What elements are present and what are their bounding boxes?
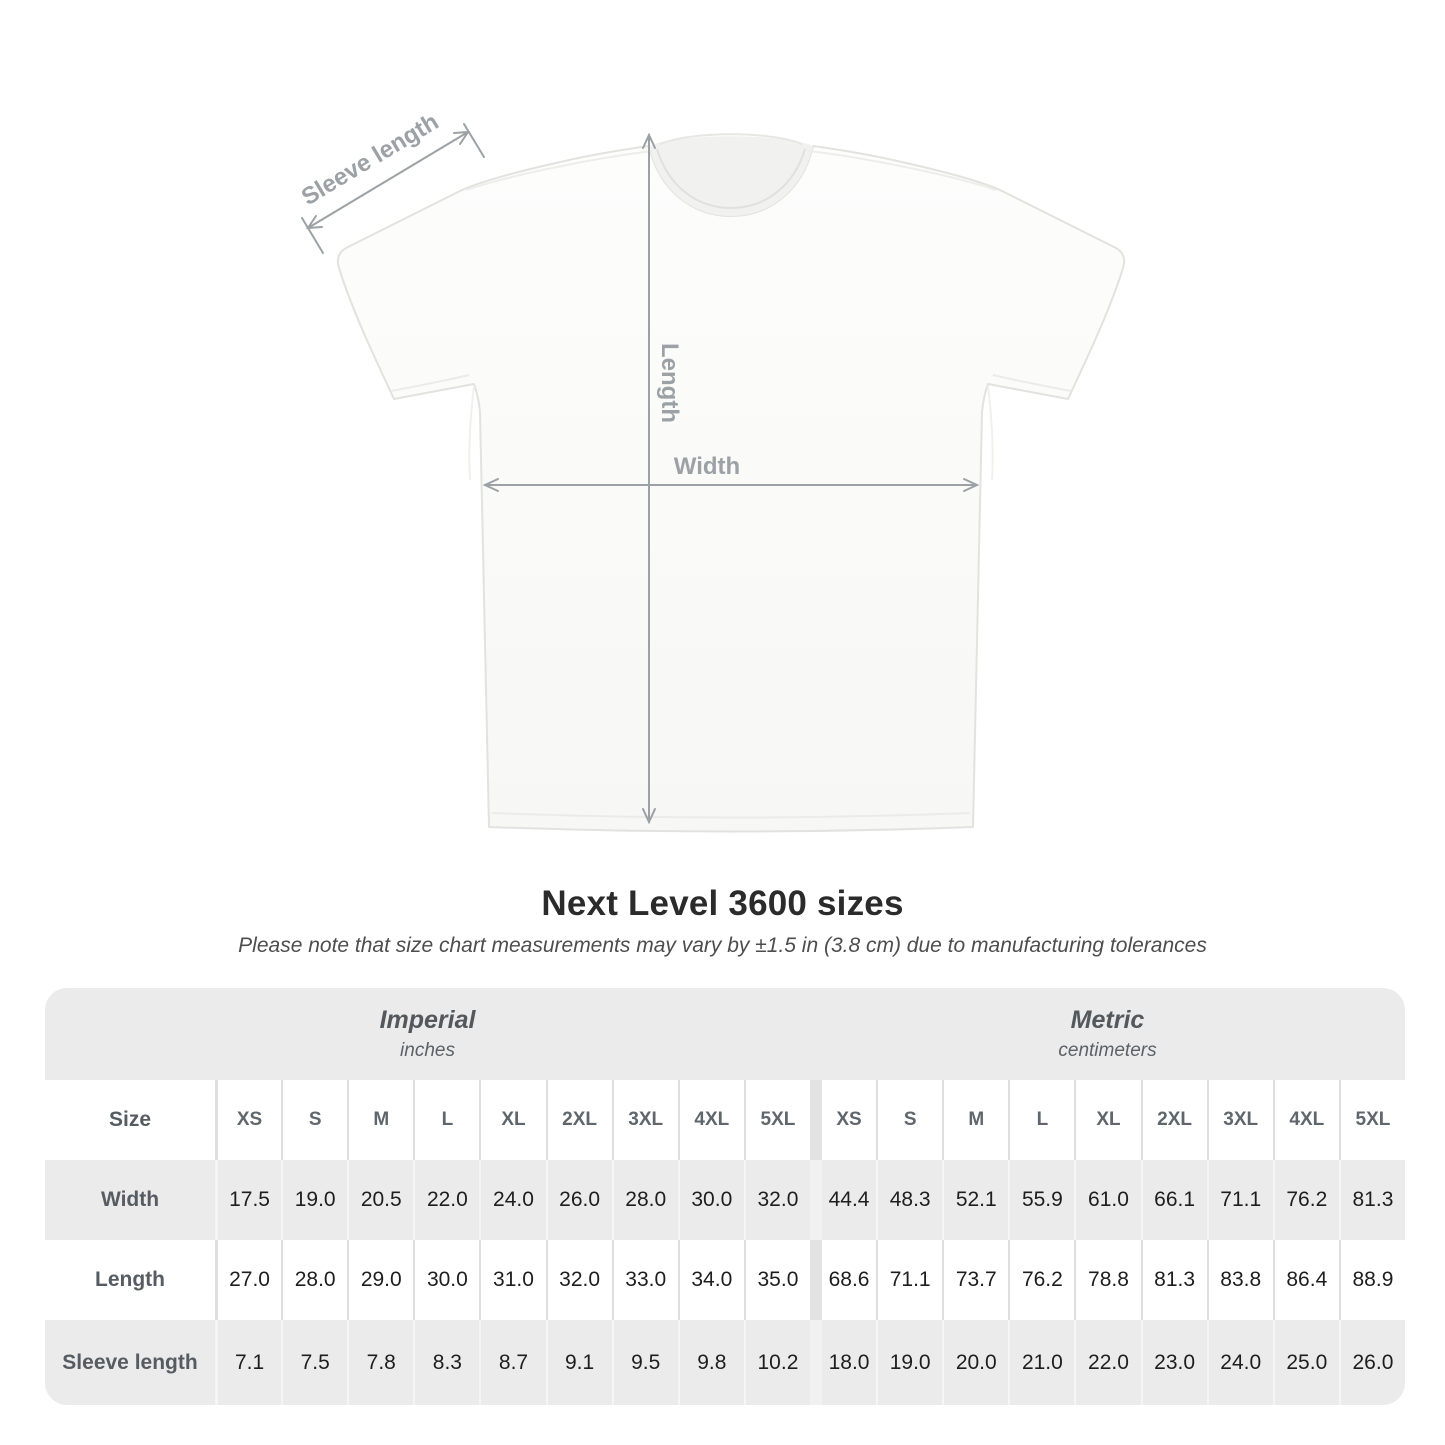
col-header-metric-m: M <box>942 1080 1008 1160</box>
col-header-metric-xl: XL <box>1074 1080 1140 1160</box>
col-header-metric-l: L <box>1008 1080 1074 1160</box>
cell-width-imperial-m: 20.5 <box>347 1160 413 1240</box>
cell-width-imperial-3xl: 28.0 <box>612 1160 678 1240</box>
col-header-imperial-xs: XS <box>215 1080 281 1160</box>
cell-width-imperial-5xl: 32.0 <box>744 1160 810 1240</box>
row-label-sleeve-length: Sleeve length <box>45 1320 215 1405</box>
tshirt-graphic <box>338 134 1124 831</box>
imperial-title: Imperial <box>379 1006 476 1034</box>
cell-width-imperial-xl: 24.0 <box>479 1160 545 1240</box>
col-header-metric-5xl: 5XL <box>1339 1080 1405 1160</box>
size-row-header: Size <box>45 1080 215 1160</box>
cell-length-metric-xs: 68.6 <box>810 1240 876 1320</box>
cell-width-imperial-2xl: 26.0 <box>546 1160 612 1240</box>
cell-width-metric-s: 48.3 <box>876 1160 942 1240</box>
row-label-width: Width <box>45 1160 215 1240</box>
metric-unit: centimeters <box>1058 1040 1157 1061</box>
cell-sleeve-length-metric-xs: 18.0 <box>810 1320 876 1405</box>
col-header-metric-xs: XS <box>810 1080 876 1160</box>
cell-sleeve-length-imperial-xl: 8.7 <box>479 1320 545 1405</box>
cell-width-metric-5xl: 81.3 <box>1339 1160 1405 1240</box>
cell-sleeve-length-imperial-3xl: 9.5 <box>612 1320 678 1405</box>
sleeve-length-label: Sleeve length <box>296 108 444 211</box>
cell-sleeve-length-imperial-2xl: 9.1 <box>546 1320 612 1405</box>
cell-length-metric-m: 73.7 <box>942 1240 1008 1320</box>
cell-length-imperial-l: 30.0 <box>413 1240 479 1320</box>
cell-length-metric-5xl: 88.9 <box>1339 1240 1405 1320</box>
cell-sleeve-length-metric-xl: 22.0 <box>1074 1320 1140 1405</box>
col-header-imperial-4xl: 4XL <box>678 1080 744 1160</box>
cell-length-imperial-4xl: 34.0 <box>678 1240 744 1320</box>
cell-length-metric-4xl: 86.4 <box>1273 1240 1339 1320</box>
imperial-unit: inches <box>400 1040 455 1061</box>
metric-group-header <box>810 988 1405 1080</box>
cell-sleeve-length-metric-l: 21.0 <box>1008 1320 1074 1405</box>
cell-length-imperial-5xl: 35.0 <box>744 1240 810 1320</box>
cell-length-imperial-s: 28.0 <box>281 1240 347 1320</box>
col-header-metric-2xl: 2XL <box>1141 1080 1207 1160</box>
cell-width-metric-l: 55.9 <box>1008 1160 1074 1240</box>
cell-length-metric-xl: 78.8 <box>1074 1240 1140 1320</box>
cell-sleeve-length-metric-m: 20.0 <box>942 1320 1008 1405</box>
cell-sleeve-length-imperial-5xl: 10.2 <box>744 1320 810 1405</box>
col-header-imperial-xl: XL <box>479 1080 545 1160</box>
col-header-metric-s: S <box>876 1080 942 1160</box>
cell-sleeve-length-imperial-m: 7.8 <box>347 1320 413 1405</box>
row-label-length: Length <box>45 1240 215 1320</box>
cell-sleeve-length-metric-4xl: 25.0 <box>1273 1320 1339 1405</box>
cell-sleeve-length-imperial-xs: 7.1 <box>215 1320 281 1405</box>
cell-sleeve-length-imperial-4xl: 9.8 <box>678 1320 744 1405</box>
cell-length-metric-l: 76.2 <box>1008 1240 1074 1320</box>
col-header-imperial-2xl: 2XL <box>546 1080 612 1160</box>
col-header-imperial-s: S <box>281 1080 347 1160</box>
cell-sleeve-length-metric-3xl: 24.0 <box>1207 1320 1273 1405</box>
col-header-imperial-3xl: 3XL <box>612 1080 678 1160</box>
cell-width-metric-xl: 61.0 <box>1074 1160 1140 1240</box>
width-label: Width <box>673 453 741 480</box>
cell-sleeve-length-metric-2xl: 23.0 <box>1141 1320 1207 1405</box>
col-header-imperial-m: M <box>347 1080 413 1160</box>
length-label: Length <box>656 343 683 423</box>
cell-sleeve-length-metric-s: 19.0 <box>876 1320 942 1405</box>
cell-sleeve-length-metric-5xl: 26.0 <box>1339 1320 1405 1405</box>
cell-length-imperial-m: 29.0 <box>347 1240 413 1320</box>
cell-width-imperial-xs: 17.5 <box>215 1160 281 1240</box>
cell-width-metric-2xl: 66.1 <box>1141 1160 1207 1240</box>
metric-title: Metric <box>1070 1006 1145 1034</box>
cell-width-metric-3xl: 71.1 <box>1207 1160 1273 1240</box>
tolerance-note: Please note that size chart measurements may vary by ±1.5 in (3.8 cm) due to manufacturing tolerances <box>238 934 1207 957</box>
cell-width-metric-m: 52.1 <box>942 1160 1008 1240</box>
cell-sleeve-length-imperial-l: 8.3 <box>413 1320 479 1405</box>
col-header-metric-3xl: 3XL <box>1207 1080 1273 1160</box>
col-header-imperial-l: L <box>413 1080 479 1160</box>
col-header-imperial-5xl: 5XL <box>744 1080 810 1160</box>
page-title: Next Level 3600 sizes <box>541 884 904 923</box>
cell-length-metric-2xl: 81.3 <box>1141 1240 1207 1320</box>
size-table <box>45 988 1405 1405</box>
cell-width-imperial-4xl: 30.0 <box>678 1160 744 1240</box>
cell-sleeve-length-imperial-s: 7.5 <box>281 1320 347 1405</box>
cell-length-imperial-xs: 27.0 <box>215 1240 281 1320</box>
cell-length-imperial-3xl: 33.0 <box>612 1240 678 1320</box>
title-block <box>0 884 1445 958</box>
imperial-group-header <box>45 988 810 1080</box>
cell-width-imperial-s: 19.0 <box>281 1160 347 1240</box>
cell-length-imperial-xl: 31.0 <box>479 1240 545 1320</box>
cell-length-metric-s: 71.1 <box>876 1240 942 1320</box>
cell-length-imperial-2xl: 32.0 <box>546 1240 612 1320</box>
cell-width-metric-xs: 44.4 <box>810 1160 876 1240</box>
cell-length-metric-3xl: 83.8 <box>1207 1240 1273 1320</box>
cell-width-imperial-l: 22.0 <box>413 1160 479 1240</box>
cell-width-metric-4xl: 76.2 <box>1273 1160 1339 1240</box>
col-header-metric-4xl: 4XL <box>1273 1080 1339 1160</box>
